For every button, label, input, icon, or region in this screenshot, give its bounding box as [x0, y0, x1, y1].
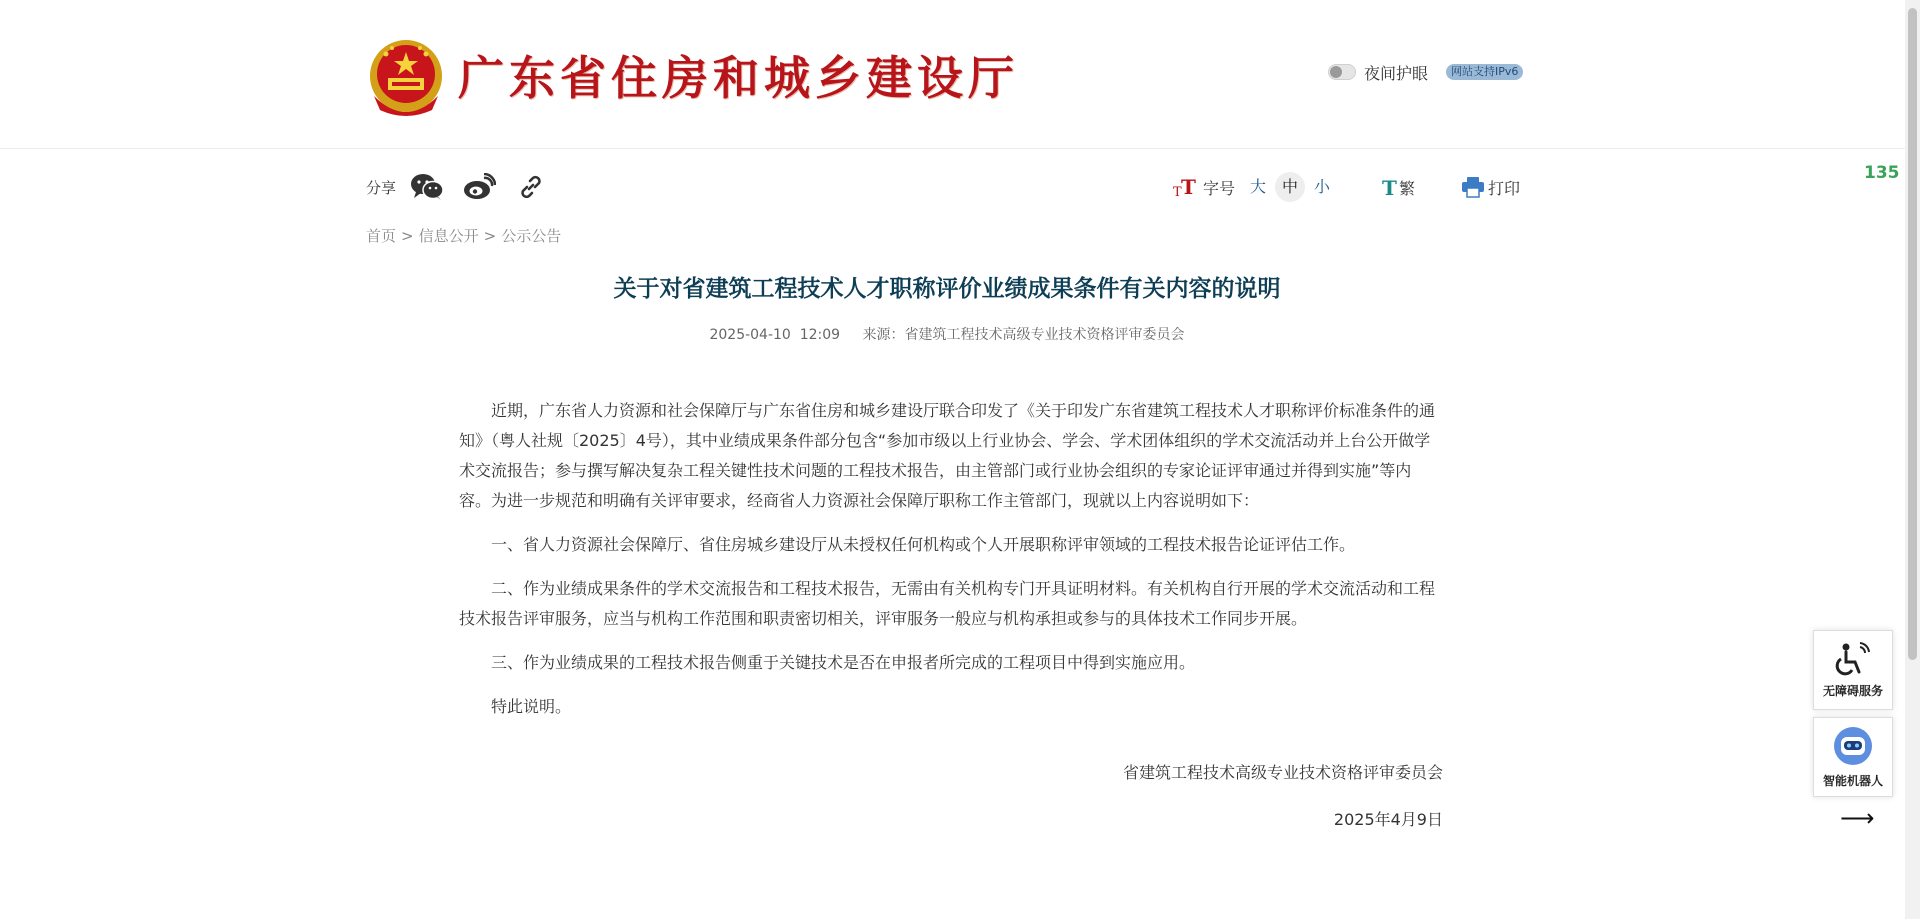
font-size-medium-button[interactable]: 中	[1275, 172, 1305, 202]
article-datetime: 2025-04-10 12:09	[709, 327, 841, 343]
article-date: 2025年4月9日	[1333, 810, 1443, 829]
night-mode-toggle[interactable]	[1328, 61, 1428, 83]
wheelchair-icon	[1834, 642, 1872, 676]
traditional-chinese-button[interactable]	[1381, 176, 1415, 199]
breadcrumb-info-public[interactable]: 信息公开	[418, 227, 479, 245]
traditional-icon	[1381, 177, 1399, 197]
article-source: 来源：省建筑工程技术高级专业技术资格评审委员会	[862, 327, 1185, 343]
weibo-icon[interactable]	[462, 172, 496, 202]
article-paragraph: 二、作为业绩成果条件的学术交流报告和工程技术报告，无需由有关机构专门开具证明材料。有关机构自行开展的学术交流活动和工程技术报告评审服务，应当与机构工作范围和职责密切相关，评审服务一般应与机构承担或参与的具体技术工作同步开展。	[459, 579, 1436, 628]
print-button[interactable]	[1461, 176, 1520, 199]
share-bar	[366, 172, 566, 202]
font-size-label: 字号	[1203, 178, 1236, 198]
printer-icon	[1461, 176, 1485, 198]
robot-icon	[1832, 726, 1874, 766]
article-paragraph: 三、作为业绩成果的工程技术报告侧重于关键技术是否在申报者所完成的工程项目中得到实施应用。	[491, 653, 1196, 672]
smart-robot-button[interactable]	[1813, 717, 1893, 797]
svg-text:T: T	[1382, 177, 1397, 197]
traditional-label: 繁	[1399, 178, 1416, 198]
svg-text:T: T	[1181, 176, 1196, 198]
font-size-small-button[interactable]: 小	[1314, 177, 1331, 196]
article-body	[459, 396, 1443, 849]
robot-label: 智能机器人	[1822, 773, 1883, 788]
national-emblem-icon	[366, 38, 446, 120]
accessibility-label: 无障碍服务	[1822, 683, 1883, 698]
page-scrollbar[interactable]	[1905, 0, 1920, 919]
site-title[interactable]: 广东省住房和城乡建设厅	[458, 51, 1019, 105]
night-mode-label: 夜间护眼	[1364, 63, 1429, 83]
article-signature: 省建筑工程技术高级专业技术资格评审委员会	[1122, 763, 1443, 782]
breadcrumb-notices[interactable]: 公示公告	[501, 227, 562, 245]
accessibility-service-button[interactable]	[1813, 630, 1893, 710]
article-meta	[366, 324, 1528, 344]
scrollbar-thumb[interactable]	[1908, 8, 1917, 660]
toggle-switch-icon[interactable]	[1328, 64, 1356, 80]
ipv6-badge: 网站支持IPv6	[1446, 64, 1523, 80]
site-header	[0, 0, 1905, 149]
article-paragraph: 一、省人力资源社会保障厅、省住房城乡建设厅从未授权任何机构或个人开展职称评审领域的工程技术报告论证评估工作。	[491, 535, 1356, 554]
side-135-badge[interactable]: 135	[1864, 163, 1900, 183]
print-label: 打印	[1488, 178, 1521, 198]
breadcrumb-home[interactable]: 首页	[366, 227, 397, 245]
collapse-arrow-icon[interactable]: ⟶	[1840, 804, 1875, 832]
font-size-large-button[interactable]: 大	[1250, 177, 1267, 196]
breadcrumb: 首页 > 信息公开 > 公示公告	[366, 227, 562, 245]
link-icon[interactable]	[514, 172, 548, 202]
share-label: 分享	[366, 178, 397, 197]
article-paragraph: 特此说明。	[491, 697, 572, 716]
svg-text:T: T	[1173, 185, 1182, 198]
wechat-icon[interactable]	[410, 172, 444, 202]
article-paragraph: 近期，广东省人力资源和社会保障厅与广东省住房和城乡建设厅联合印发了《关于印发广东省建筑工程技术人才职称评价标准条件的通知》（粤人社规〔2025〕4号），其中业绩成果条件部分包含“参加市级以上行业协会、学会、学术团体组织的学术交流活动并上台公开做学术交流报告；参与撰写解决复杂工程关键性技术问题的工程技术报告，由主管部门或行业协会组织的专家论证评审通过并得到实施”等内容。为进一步规范和明确有关评审要求，经商省人力资源社会保障厅职称工作主管部门，现就以上内容说明如下：	[459, 401, 1436, 510]
font-size-icon	[1173, 176, 1199, 198]
article-title: 关于对省建筑工程技术人才职称评价业绩成果条件有关内容的说明	[613, 276, 1281, 302]
font-toolbar	[1173, 172, 1520, 202]
